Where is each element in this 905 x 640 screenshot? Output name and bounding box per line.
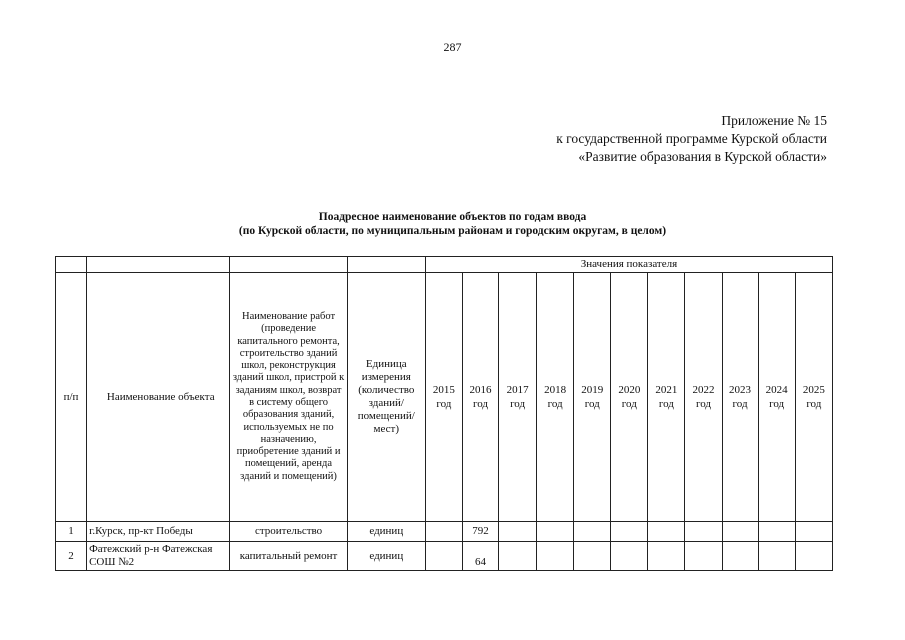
- year-value: 2025: [802, 384, 825, 396]
- row-value-2019: [574, 522, 611, 542]
- appendix-line-3: «Развитие образования в Курской области»: [578, 149, 827, 164]
- table-row: [56, 522, 833, 542]
- header-year-2022: [685, 273, 722, 522]
- row-value-2015: [425, 542, 462, 571]
- year-value: 2020: [618, 384, 641, 396]
- header-works-top: [230, 257, 347, 273]
- page-number: 287: [443, 40, 462, 54]
- year-word: год: [472, 398, 488, 410]
- year-value: 2024: [765, 384, 788, 396]
- row-value-2015: [425, 522, 462, 542]
- header-year-2019: [574, 273, 611, 522]
- title-line-2: (по Курской области, по муниципальным районам и городским округам, в целом): [238, 225, 667, 237]
- row-object-name: г.Курск, пр-кт Победы: [87, 522, 230, 542]
- row-value-2016: 64: [462, 542, 498, 571]
- row-unit: единиц: [347, 542, 425, 571]
- row-unit: единиц: [347, 522, 425, 542]
- row-object-name: Фатежский р-н Фатежская СОШ №2: [87, 542, 230, 571]
- header-year-2021: [648, 273, 685, 522]
- year-value: 2015: [432, 384, 455, 396]
- header-year-2024: [758, 273, 795, 522]
- header-unit-top: [347, 257, 425, 273]
- row-work-type: капитальный ремонт: [230, 542, 347, 571]
- row-value-2021: [648, 542, 685, 571]
- year-value: 2017: [506, 384, 529, 396]
- values-header: Значения показателя: [425, 257, 832, 273]
- table-row: [56, 542, 833, 571]
- row-value-2023: [722, 522, 758, 542]
- year-value: 2018: [544, 384, 567, 396]
- row-value-2024: [758, 542, 795, 571]
- row-work-type: строительство: [230, 522, 347, 542]
- document-title: [0, 210, 905, 238]
- title-line-1: Поадресное наименование объектов по годам ввода: [318, 211, 587, 223]
- row-value-2020: [611, 542, 648, 571]
- year-word: год: [510, 398, 526, 410]
- row-value-2018: [537, 522, 574, 542]
- header-name-top: [87, 257, 230, 273]
- year-word: год: [621, 398, 637, 410]
- appendix-note: [556, 112, 827, 166]
- appendix-line-1: Приложение № 15: [721, 113, 827, 128]
- header-year-2016: [462, 273, 498, 522]
- header-year-2023: [722, 273, 758, 522]
- year-word: год: [769, 398, 785, 410]
- row-value-2022: [685, 522, 722, 542]
- header-works: Наименование работ (проведение капитального ремонта, строительство зданий школ, реконструкция зданий школ, пристрой к заданиям школ, возврат в систему общего образования зданий, используемых не по назначению, приобретение зданий и помещений, аренда зданий и помещений): [230, 273, 347, 522]
- row-value-2025: [795, 522, 832, 542]
- year-word: год: [658, 398, 674, 410]
- year-word: год: [547, 398, 563, 410]
- header-year-2018: [537, 273, 574, 522]
- row-num: 1: [56, 522, 87, 542]
- row-value-2019: [574, 542, 611, 571]
- header-row-top: [56, 257, 833, 273]
- year-word: год: [695, 398, 711, 410]
- header-year-2017: [499, 273, 537, 522]
- year-value: 2021: [655, 384, 678, 396]
- row-value-2021: [648, 522, 685, 542]
- objects-table: [55, 256, 833, 571]
- year-value: 2019: [581, 384, 604, 396]
- header-object-name: Наименование объекта: [87, 273, 230, 522]
- row-num: 2: [56, 542, 87, 571]
- year-value: 2023: [729, 384, 752, 396]
- year-word: год: [436, 398, 452, 410]
- row-value-2022: [685, 542, 722, 571]
- row-value-2024: [758, 522, 795, 542]
- row-value-2020: [611, 522, 648, 542]
- appendix-line-2: к государственной программе Курской области: [556, 131, 827, 146]
- row-value-2023: [722, 542, 758, 571]
- header-num: п/п: [56, 273, 87, 522]
- row-value-2018: [537, 542, 574, 571]
- row-value-2016: 792: [462, 522, 498, 542]
- year-value: 2022: [692, 384, 715, 396]
- year-word: год: [806, 398, 822, 410]
- header-year-2020: [611, 273, 648, 522]
- header-year-2025: [795, 273, 832, 522]
- year-word: год: [584, 398, 600, 410]
- header-unit: Единица измерения (количество зданий/ помещений/ мест): [347, 273, 425, 522]
- row-value-2025: [795, 542, 832, 571]
- header-row-main: [56, 273, 833, 522]
- year-value: 2016: [469, 384, 492, 396]
- row-value-2017: [499, 542, 537, 571]
- year-word: год: [732, 398, 748, 410]
- header-year-2015: [425, 273, 462, 522]
- row-value-2017: [499, 522, 537, 542]
- header-num-top: [56, 257, 87, 273]
